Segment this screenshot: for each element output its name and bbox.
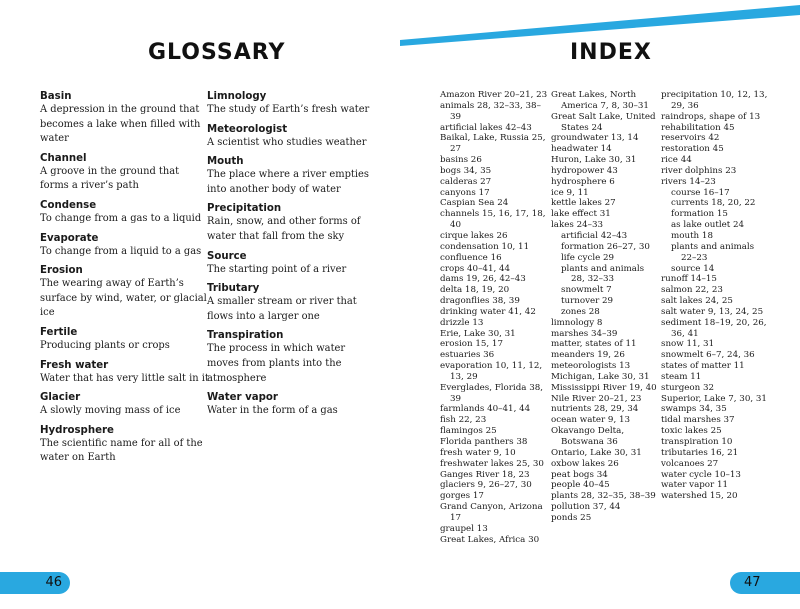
index-entry: sturgeon 32 — [661, 382, 715, 393]
glossary-term: Water vapor — [207, 392, 278, 404]
index-entry: headwater 14 — [551, 144, 612, 155]
index-entry: tidal marshes 37 — [661, 415, 735, 426]
index-entry: restoration 45 — [661, 144, 724, 155]
index-entry: rice 44 — [661, 155, 692, 166]
glossary-term: Mouth — [207, 156, 244, 168]
index-entry: watershed 15, 20 — [661, 491, 738, 502]
index-entry: drizzle 13 — [440, 317, 484, 328]
glossary-term: Basin — [40, 91, 72, 102]
glossary-definition: A scientist who studies weather — [207, 136, 367, 148]
index-entry: delta 18, 19, 20 — [440, 285, 510, 296]
index-entry: Great Salt Lake, United States 24 — [551, 111, 656, 133]
glossary-definition: To change from a gas to a liquid — [40, 212, 202, 224]
index-entry: hydropower 43 — [551, 165, 618, 176]
index-entry: precipitation 10, 12, 13, 29, 36 — [661, 90, 768, 111]
glossary-definition: The starting point of a river — [207, 263, 347, 275]
glossary-term: Erosion — [40, 265, 83, 277]
index-entry: transpiration 10 — [661, 437, 733, 447]
index-entry: confluence 16 — [440, 252, 502, 263]
index-subentry: artificial 42–43 — [561, 230, 628, 241]
glossary-definition: Water that has very little salt in it — [40, 372, 209, 384]
index-entry: rivers 14–23 — [661, 176, 716, 187]
glossary-definition: The process in which water moves from plants into the atmosphere — [207, 343, 346, 384]
index-entry: freshwater lakes 25, 30 — [440, 458, 544, 469]
index-entry: salt water 9, 13, 24, 25 — [661, 306, 764, 317]
glossary-term: Tributary — [207, 283, 260, 295]
index-subentry: life cycle 29 — [561, 252, 615, 263]
index-entry: lake effect 31 — [551, 209, 611, 220]
index-entry: fish 22, 23 — [440, 415, 487, 426]
index-entry: water cycle 10–13 — [661, 469, 741, 480]
glossary-title: GLOSSARY — [148, 40, 286, 65]
index-entry: evaporation 10, 11, 12, 13, 29 — [440, 361, 543, 382]
index-entry: Caspian Sea 24 — [440, 198, 509, 209]
index-entry: Baikal, Lake, Russia 25, 27 — [440, 133, 546, 155]
index-entry: drinking water 41, 42 — [440, 306, 536, 317]
index-entry: marshes 34–39 — [551, 328, 618, 339]
index-entry: ice 9, 11 — [551, 187, 589, 198]
index-column-1 — [440, 90, 550, 545]
glossary-term: Glacier — [40, 392, 81, 404]
index-entry: reservoirs 42 — [661, 133, 720, 144]
index-entry: graupel 13 — [440, 523, 488, 534]
glossary-definition: The wearing away of Earth’s surface by wind, water, or glacial ice — [40, 278, 207, 319]
glossary-column-2 — [207, 90, 377, 424]
index-entry: pollution 37, 44 — [551, 502, 621, 513]
index-entry: Amazon River 20–21, 23 — [440, 90, 548, 100]
index-column-3 — [661, 90, 771, 502]
index-entry: condensation 10, 11 — [440, 241, 530, 252]
index-entry: Grand Canyon, Arizona 17 — [440, 502, 543, 523]
glossary-term: Condense — [40, 199, 97, 211]
index-subentry: currents 18, 20, 22 — [671, 198, 756, 209]
glossary-definition: Rain, snow, and other forms of water that fall from the sky — [207, 216, 361, 242]
index-entry: ponds 25 — [551, 512, 592, 523]
index-subentry: mouth 18 — [671, 230, 713, 241]
index-entry: fresh water 9, 10 — [440, 447, 516, 458]
index-entry: oxbow lakes 26 — [551, 458, 619, 469]
index-entry: channels 15, 16, 17, 18, 40 — [440, 209, 546, 231]
glossary-term: Source — [207, 250, 247, 262]
glossary-definition: A smaller stream or river that flows into a larger one — [207, 296, 357, 322]
index-entry: swamps 34, 35 — [661, 404, 727, 415]
glossary-term: Channel — [40, 152, 87, 164]
index-entry: dams 19, 26, 42–43 — [440, 274, 526, 285]
index-entry: dragonflies 38, 39 — [440, 296, 520, 307]
index-entry: snow 11, 31 — [661, 339, 715, 350]
index-entry: meanders 19, 26 — [551, 350, 625, 361]
index-entry: toxic lakes 25 — [661, 426, 722, 437]
glossary-term: Meteorologist — [207, 123, 288, 135]
index-entry: lakes 24–33 — [551, 220, 604, 231]
index-subentry: as lake outlet 24 — [671, 220, 745, 231]
index-page — [400, 0, 800, 609]
index-entry: groundwater 13, 14 — [551, 133, 639, 144]
index-subentry: turnover 29 — [561, 296, 614, 307]
index-entry: Huron, Lake 30, 31 — [551, 155, 637, 166]
index-entry: Ontario, Lake 30, 31 — [551, 447, 642, 458]
glossary-term: Fresh water — [40, 359, 109, 371]
index-entry: states of matter 11 — [661, 361, 745, 372]
index-entry: water vapor 11 — [661, 480, 729, 491]
glossary-term: Precipitation — [207, 203, 282, 215]
index-entry: snowmelt 6–7, 24, 36 — [661, 350, 755, 361]
index-entry: salmon 22, 23 — [661, 285, 723, 296]
index-entry: sediment 18–19, 20, 26, 36, 41 — [661, 317, 767, 339]
page-number-right: 47 — [730, 572, 800, 594]
index-entry: hydrosphere 6 — [551, 176, 615, 187]
index-entry: volcanoes 27 — [661, 458, 719, 469]
index-subentry: source 14 — [671, 263, 715, 274]
index-entry: peat bogs 34 — [551, 469, 608, 480]
index-entry: erosion 15, 17 — [440, 339, 503, 350]
index-entry: bogs 34, 35 — [440, 165, 492, 176]
glossary-definition: Water in the form of a gas — [207, 405, 338, 417]
index-entry: kettle lakes 27 — [551, 198, 616, 209]
index-entry: flamingos 25 — [440, 426, 497, 437]
index-entry: plants 28, 32–35, 38–39 — [551, 491, 656, 502]
index-subentry: plants and animals 22–23 — [671, 241, 755, 263]
glossary-term: Evaporate — [40, 232, 99, 244]
index-entry: crops 40–41, 44 — [440, 263, 511, 274]
glossary-definition: The study of Earth’s fresh water — [207, 104, 370, 115]
index-entry: farmlands 40–41, 44 — [440, 404, 531, 415]
index-entry: gorges 17 — [440, 491, 484, 502]
glossary-definition: Producing plants or crops — [40, 339, 170, 351]
index-entry: runoff 14–15 — [661, 274, 717, 285]
index-entry: Ganges River 18, 23 — [440, 469, 530, 480]
index-entry: raindrops, shape of 13 — [661, 111, 761, 122]
index-entry: Okavango Delta, Botswana 36 — [551, 426, 625, 447]
index-entry: animals 28, 32–33, 38–39 — [440, 100, 541, 122]
index-entry: Superior, Lake 7, 30, 31 — [661, 393, 767, 404]
index-title: INDEX — [570, 40, 652, 65]
glossary-term: Transpiration — [207, 330, 284, 342]
index-entry: nutrients 28, 29, 34 — [551, 404, 639, 415]
index-entry: rehabilitation 45 — [661, 122, 735, 133]
index-entry: estuaries 36 — [440, 350, 495, 361]
glossary-definition: To change from a liquid to a gas — [40, 245, 202, 257]
index-entry: river dolphins 23 — [661, 165, 737, 176]
index-entry: Nile River 20–21, 23 — [551, 393, 642, 404]
index-column-2 — [551, 90, 659, 524]
page-number-left: 46 — [0, 572, 70, 594]
index-entry: Great Lakes, Africa 30 — [440, 534, 540, 545]
index-subentry: formation 15 — [671, 209, 728, 220]
index-entry: Everglades, Florida 38, 39 — [440, 382, 544, 404]
glossary-definition: A groove in the ground that forms a river’s path — [40, 165, 180, 192]
glossary-term: Hydrosphere — [40, 424, 114, 436]
glossary-term: Fertile — [40, 326, 78, 338]
index-entry: artificial lakes 42–43 — [440, 122, 532, 133]
glossary-definition: A depression in the ground that becomes a lake when filled with water — [40, 104, 201, 145]
index-entry: Mississippi River 19, 40 — [551, 382, 657, 393]
index-entry: Erie, Lake 30, 31 — [440, 328, 516, 339]
index-subentry: course 16–17 — [671, 187, 730, 198]
index-entry: steam 11 — [661, 371, 702, 382]
index-entry: cirque lakes 26 — [440, 230, 508, 241]
glossary-definition: The place where a river empties into another body of water — [207, 169, 369, 195]
index-subentry: plants and animals 28, 32–33 — [561, 263, 645, 285]
index-entry: canyons 17 — [440, 187, 490, 198]
index-entry: glaciers 9, 26–27, 30 — [440, 480, 532, 491]
index-subentry: zones 28 — [561, 306, 600, 317]
index-entry: ocean water 9, 13 — [551, 415, 631, 426]
index-subentry: formation 26–27, 30 — [561, 241, 650, 252]
glossary-column-1 — [40, 90, 210, 471]
index-entry: Great Lakes, North America 7, 8, 30–31 — [551, 90, 649, 111]
index-subentry: snowmelt 7 — [561, 285, 612, 296]
index-entry: Florida panthers 38 — [440, 437, 528, 447]
index-entry: meteorologists 13 — [551, 361, 631, 372]
index-entry: matter, states of 11 — [551, 339, 637, 350]
index-entry: tributaries 16, 21 — [661, 447, 739, 458]
index-entry: salt lakes 24, 25 — [661, 296, 733, 307]
index-entry: basins 26 — [440, 155, 482, 166]
glossary-definition: The scientific name for all of the water on Earth — [40, 437, 203, 464]
glossary-term: Limnology — [207, 91, 267, 102]
index-entry: Michigan, Lake 30, 31 — [551, 371, 650, 382]
glossary-definition: A slowly moving mass of ice — [40, 405, 181, 417]
index-entry: limnology 8 — [551, 317, 603, 328]
index-entry: calderas 27 — [440, 176, 492, 187]
index-entry: people 40–45 — [551, 480, 610, 491]
